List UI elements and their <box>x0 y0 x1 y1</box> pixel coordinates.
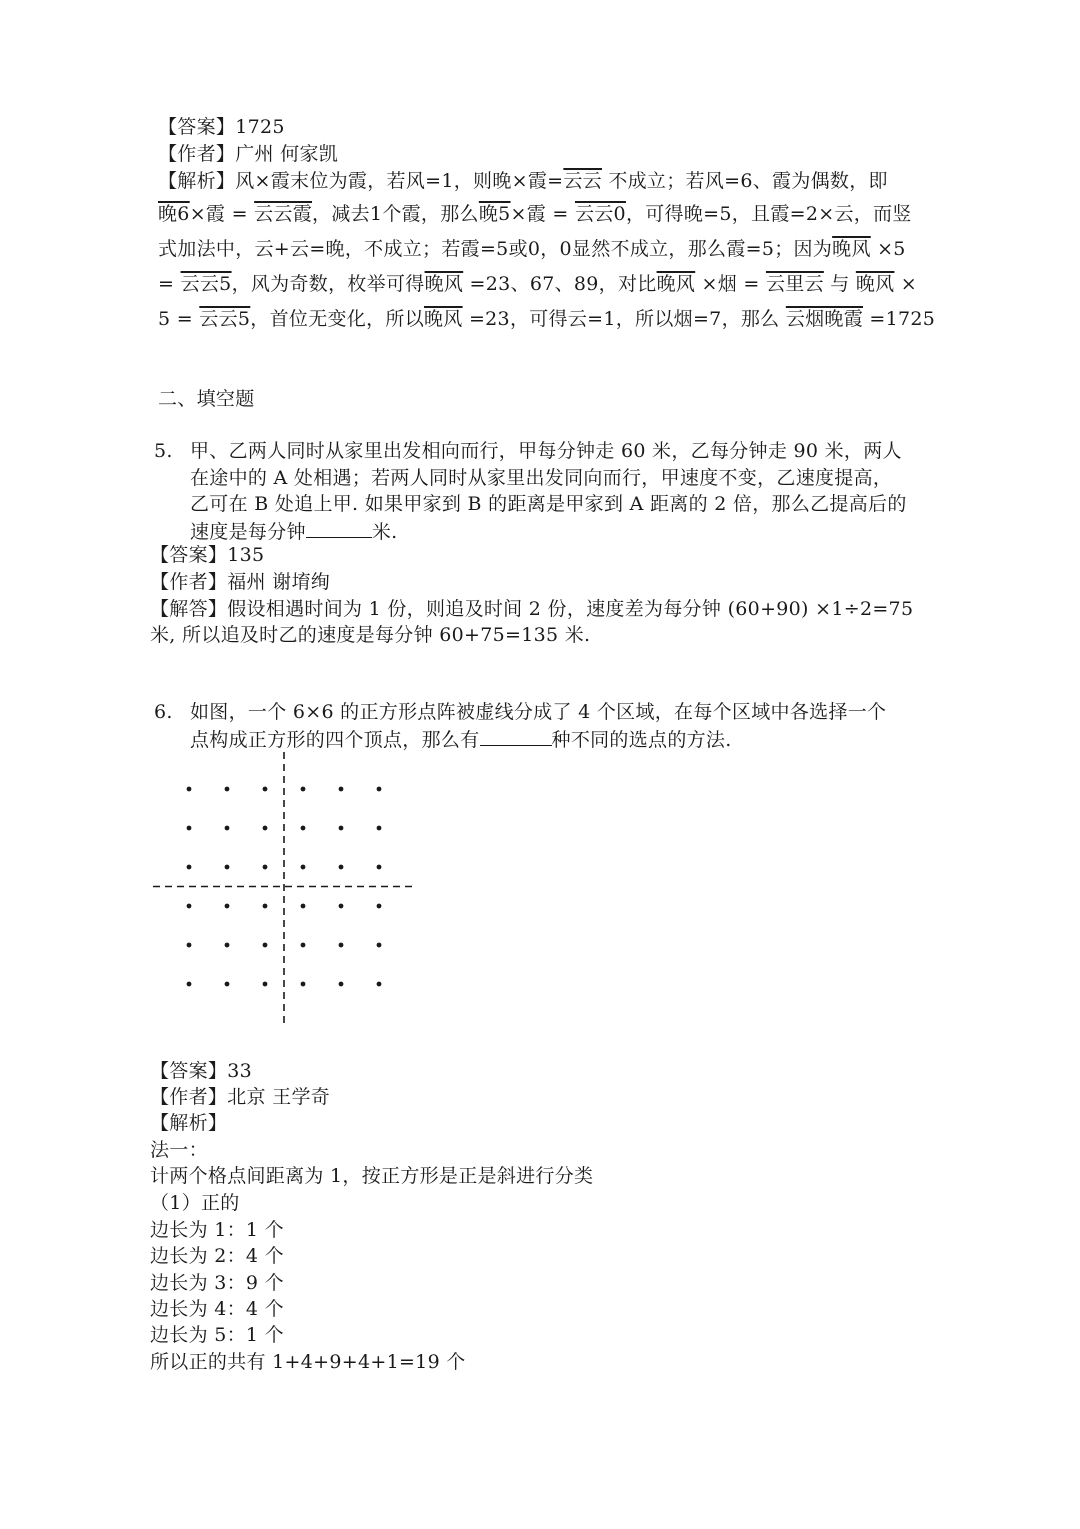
q6-total-line: 所以正的共有 1+4+9+4+1=19 个 <box>150 1351 466 1373</box>
overline-number: 晚风 <box>656 273 696 295</box>
text-run: ×5 <box>870 238 906 260</box>
lattice-dot <box>301 787 306 792</box>
lattice-dot <box>225 943 230 948</box>
lattice-dot <box>339 787 344 792</box>
lattice-dot <box>301 826 306 831</box>
text-run: ，风为奇数，枚举可得 <box>231 273 425 295</box>
side-length-line: 边长为 3：9 个 <box>150 1272 284 1294</box>
overline-number: 晚5 <box>478 203 511 225</box>
lattice-dot <box>263 982 268 987</box>
text-run: =23、67、89，对比 <box>463 273 657 295</box>
lattice-dot <box>225 904 230 909</box>
text-run: =23，可得云=1，所以烟=7，那么 <box>462 308 786 330</box>
lattice-dot <box>263 904 268 909</box>
q6-case-line: （1）正的 <box>150 1192 240 1214</box>
q6-analysis-label: 【解析】 <box>150 1112 228 1134</box>
lattice-dot <box>225 826 230 831</box>
text-run: 点构成正方形的四个顶点，那么有 <box>190 729 480 751</box>
text-run: ×霞 = <box>189 203 255 225</box>
lattice-dot <box>301 904 306 909</box>
overline-number: 云云霞 <box>254 203 313 225</box>
q5-text-line-4 <box>190 517 397 545</box>
text-run: × <box>894 273 918 295</box>
lattice-dot <box>377 865 382 870</box>
text-run: 【解析】风×霞末位为霞，若风=1，则晚×霞= <box>158 170 564 192</box>
lattice-dot <box>187 982 192 987</box>
prev-answer-line: 【答案】1725 <box>158 116 285 138</box>
dot-lattice-figure <box>150 752 420 1027</box>
lattice-dot <box>339 826 344 831</box>
lattice-dot <box>377 982 382 987</box>
overline-number: 云云5 <box>180 273 232 295</box>
answer-blank <box>480 725 552 746</box>
prev-analysis-line-2 <box>158 201 912 227</box>
overline-number: 晚风 <box>424 273 464 295</box>
lattice-dot <box>301 865 306 870</box>
overline-number: 晚6 <box>158 203 190 225</box>
text-run: 与 <box>823 273 856 295</box>
lattice-dot <box>301 943 306 948</box>
lattice-dot <box>377 943 382 948</box>
q5-text-line-1: 甲、乙两人同时从家里出发相向而行，甲每分钟走 60 米，乙每分钟走 90 米，两人 <box>190 440 902 462</box>
text-run: =1725 <box>863 308 936 330</box>
lattice-dot <box>263 943 268 948</box>
text-run: 不成立；若风=6、霞为偶数，即 <box>601 170 888 192</box>
overline-number: 云里云 <box>765 273 824 295</box>
q6-classify-line: 计两个格点间距离为 1，按正方形是正是斜进行分类 <box>150 1165 594 1187</box>
text-run: ×霞 = <box>510 203 575 225</box>
overline-number: 晚风 <box>424 308 463 330</box>
text-run: ×烟 = <box>695 273 766 295</box>
lattice-dot <box>263 826 268 831</box>
side-length-line: 边长为 5：1 个 <box>150 1324 284 1346</box>
q6-answer-line: 【答案】33 <box>150 1060 252 1082</box>
text-run: ，首位无变化，所以 <box>250 308 424 330</box>
text-run: 5 = <box>158 308 200 330</box>
lattice-dot <box>339 904 344 909</box>
prev-analysis-line-3 <box>158 236 906 262</box>
text-run: ，可得晚=5，且霞=2×云，而竖 <box>625 203 912 225</box>
prev-author-line: 【作者】广州 何家凯 <box>158 143 339 165</box>
lattice-dot <box>377 826 382 831</box>
question-number: 6. <box>154 701 173 723</box>
answer-blank <box>306 517 372 538</box>
lattice-dot <box>225 787 230 792</box>
lattice-dot <box>263 865 268 870</box>
q5-solution-line-1: 【解答】假设相遇时间为 1 份，则追及时间 2 份，速度差为每分钟 (60+90) ×1÷2=75 <box>150 598 914 620</box>
q6-method-line: 法一： <box>150 1139 208 1161</box>
side-length-line: 边长为 4：4 个 <box>150 1298 284 1320</box>
q5-author-line: 【作者】福州 谢堉绚 <box>150 571 331 593</box>
overline-number: 云云 <box>563 170 602 192</box>
prev-analysis-line-5 <box>158 306 935 332</box>
prev-analysis-line-4 <box>158 271 917 297</box>
text-run: 米. <box>371 521 398 543</box>
lattice-dot <box>339 982 344 987</box>
lattice-dot <box>187 943 192 948</box>
q5-solution-line-2: 米, 所以追及时乙的速度是每分钟 60+75=135 米. <box>150 624 591 646</box>
side-length-line: 边长为 1：1 个 <box>150 1219 284 1241</box>
overline-number: 云云5 <box>199 308 251 330</box>
lattice-dot <box>187 826 192 831</box>
prev-analysis-line-1 <box>158 168 888 194</box>
side-length-line: 边长为 2：4 个 <box>150 1245 284 1267</box>
q5-text-line-3: 乙可在 B 处追上甲. 如果甲家到 B 的距离是甲家到 A 距离的 2 倍，那么乙提高后的 <box>190 493 907 515</box>
lattice-dot <box>301 982 306 987</box>
question-number: 5. <box>154 440 173 462</box>
lattice-dot <box>225 982 230 987</box>
lattice-dot <box>339 943 344 948</box>
overline-number: 云烟晚霞 <box>785 308 864 330</box>
lattice-dot <box>187 904 192 909</box>
q6-text-line-2 <box>190 725 732 753</box>
q5-answer-line: 【答案】135 <box>150 544 265 566</box>
text-run: ，减去1个霞，那么 <box>312 203 479 225</box>
lattice-dot <box>377 787 382 792</box>
text-run: = <box>158 273 181 295</box>
q5-text-line-2: 在途中的 A 处相遇；若两人同时从家里出发同向而行，甲速度不变，乙速度提高， <box>190 467 893 489</box>
overline-number: 晚风 <box>832 238 871 260</box>
lattice-dot <box>263 787 268 792</box>
lattice-dot <box>377 904 382 909</box>
lattice-dot <box>225 865 230 870</box>
text-run: 式加法中，云+云=晚，不成立；若霞=5或0，0显然不成立，那么霞=5；因为 <box>158 238 833 260</box>
text-run: 种不同的选点的方法. <box>551 729 732 751</box>
lattice-dot <box>187 865 192 870</box>
lattice-dot <box>339 865 344 870</box>
q6-author-line: 【作者】北京 王学奇 <box>150 1086 331 1108</box>
overline-number: 云云0 <box>574 203 626 225</box>
section-title: 二、填空题 <box>158 388 255 410</box>
text-run: 速度是每分钟 <box>190 521 306 543</box>
overline-number: 晚风 <box>855 273 895 295</box>
lattice-dot <box>187 787 192 792</box>
q6-text-line-1: 如图，一个 6×6 的正方形点阵被虚线分成了 4 个区域，在每个区域中各选择一个 <box>190 701 887 723</box>
